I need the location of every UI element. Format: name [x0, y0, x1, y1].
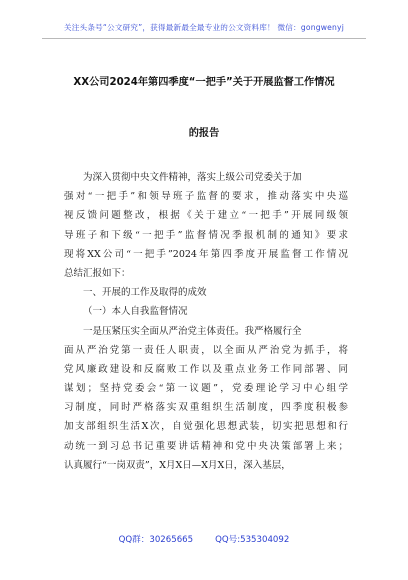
paragraph-line: 总结汇报如下：	[64, 267, 131, 279]
paragraph-line: 为深入贯彻中央文件精神，落实上级公司党委关于加	[83, 172, 302, 183]
paragraph-line: 强对“一把手”和领导班子监督的要求，推动落实中央巡	[64, 191, 348, 203]
paragraph-line: 视反馈问题整改，根据《关于建立“一把手”开展同级领	[64, 210, 348, 222]
paragraph-line: 一是压紧压实全面从严治党主体责任。我严格履行全	[83, 325, 302, 337]
paragraph-line: 加支部组织生活X次，自觉强化思想武装，切实把思想和行	[64, 421, 348, 433]
paragraph-line: 习制度，同时严格落实双重组织生活制度，四季度积极参	[64, 402, 348, 414]
paragraph-line: 现将XX公司“一把手”2024年第四季度开展监督工作情况	[64, 248, 348, 260]
footer-qq-group: QQ群：30265665	[118, 535, 194, 545]
footer-contact	[0, 533, 408, 545]
paragraph-line: 面从严治党第一责任人职责，以全面从严治党为抓手，将	[64, 344, 348, 356]
paragraph-line: 导班子和下级“一把手”监督情况季报机制的通知》要求	[64, 229, 348, 241]
footer-qq-number: QQ号:535304092	[215, 535, 290, 545]
paragraph-line: 谋划；坚持党委会“第一议题”，党委理论学习中心组学	[64, 383, 348, 395]
document-title: XX公司2024年第四季度“一把手”关于开展监督工作情况	[73, 77, 335, 88]
paragraph-line: 认真履行“一岗双责”，X月X日—X月X日，深入基层，	[64, 459, 291, 471]
header-divider	[42, 38, 366, 39]
document-subtitle: 的报告	[188, 128, 220, 139]
subsection-heading: （一）本人自我监督情况	[83, 306, 188, 318]
section-heading: 一、开展的工作及取得的成效	[83, 287, 207, 299]
paragraph-line: 党风廉政建设和反腐败工作以及重点业务工作同部署、同	[64, 363, 348, 375]
paragraph-line: 动统一到习总书记重要讲话精神和党中央决策部署上来；	[64, 440, 348, 452]
header-banner: 关注头条号“公文研究”，获得最新最全最专业的公文资料库！ 微信：gongwenyj	[63, 23, 345, 32]
document-body	[64, 168, 348, 475]
